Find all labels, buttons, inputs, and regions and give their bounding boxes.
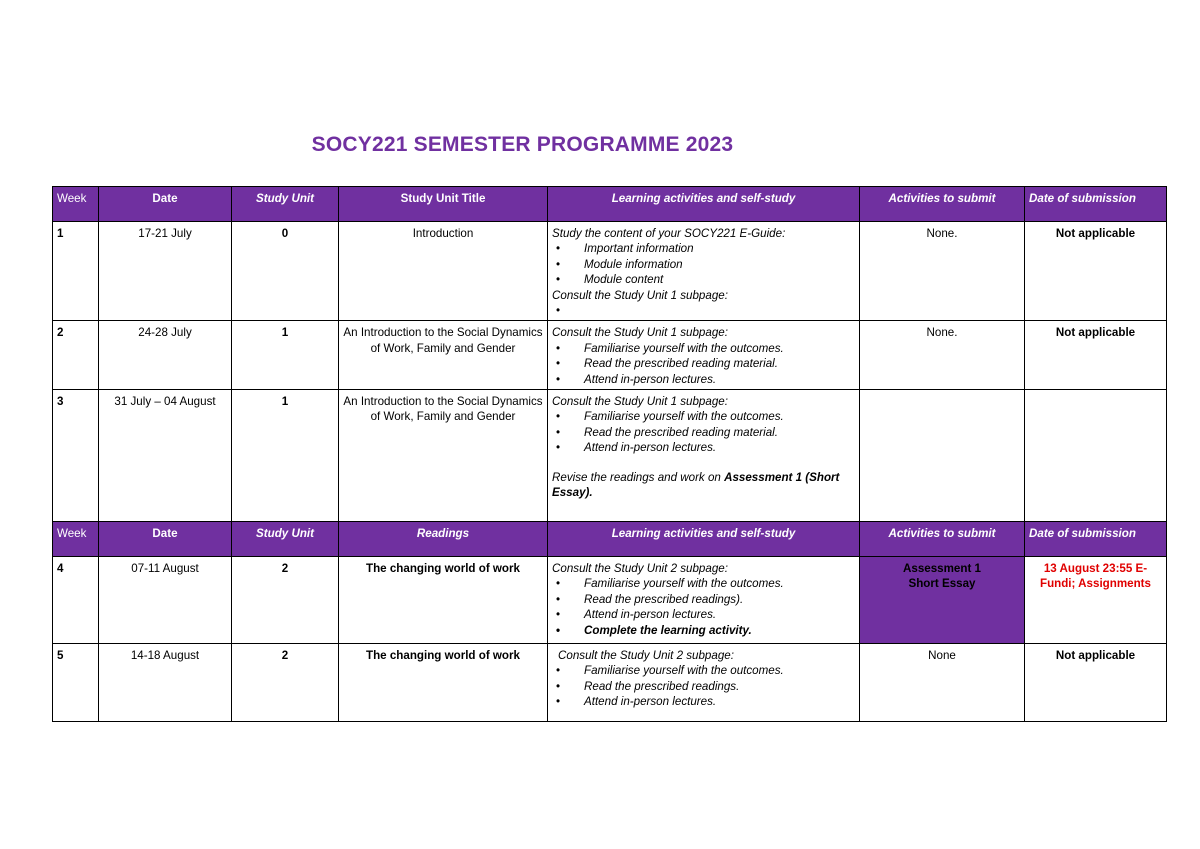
activities-to-submit-cell: None. xyxy=(860,321,1025,390)
activity-intro: Consult the Study Unit 1 subpage: xyxy=(552,288,728,302)
submission-date-cell: Not applicable xyxy=(1025,321,1167,390)
activity-intro: Study the content of your SOCY221 E-Guide: xyxy=(552,227,786,240)
study-unit-title-cell: Introduction xyxy=(339,222,548,321)
readings-cell: The changing world of work xyxy=(339,644,548,722)
submission-date-cell: Not applicable xyxy=(1025,644,1167,722)
activities-to-submit-cell: None. xyxy=(860,222,1025,321)
revise-text: Revise the readings and work on xyxy=(552,470,725,484)
table-row xyxy=(53,321,1167,390)
week-cell: 3 xyxy=(53,390,99,522)
list-item: • Read the prescribed readings). xyxy=(584,592,855,607)
list-item: • Familiarise yourself with the outcomes. xyxy=(584,409,855,424)
activity-list xyxy=(552,303,855,318)
header-study-unit-title: Study Unit Title xyxy=(339,187,548,222)
list-item: • Important information xyxy=(584,241,855,256)
week-cell: 5 xyxy=(53,644,99,722)
assessment-name: Assessment 1 xyxy=(903,562,981,576)
activities-to-submit-cell: None xyxy=(860,644,1025,722)
header-week: Week xyxy=(53,187,99,222)
activity-list xyxy=(552,241,855,287)
header-date: Date xyxy=(99,522,232,557)
header-date-of-submission: Date of submission xyxy=(1025,187,1167,222)
header-readings: Readings xyxy=(339,522,548,557)
header-study-unit: Study Unit xyxy=(232,522,339,557)
header-date: Date xyxy=(99,187,232,222)
list-item: • Familiarise yourself with the outcomes. xyxy=(584,341,855,356)
table-row xyxy=(53,222,1167,321)
header-week: Week xyxy=(53,522,99,557)
revise-suffix: . xyxy=(589,486,593,500)
header-learning-activities: Learning activities and self-study xyxy=(548,522,860,557)
activity-intro: Consult the Study Unit 1 subpage: xyxy=(552,326,728,340)
list-item: • Familiarise yourself with the outcomes. xyxy=(584,576,855,591)
list-item: • Module information xyxy=(584,257,855,272)
header-date-of-submission: Date of submission xyxy=(1025,522,1167,557)
list-item: • Read the prescribed readings. xyxy=(584,679,855,694)
study-unit-cell: 0 xyxy=(232,222,339,321)
list-item: • Attend in-person lectures. xyxy=(584,607,855,622)
submission-date-cell xyxy=(1025,390,1167,522)
date-cell: 31 July – 04 August xyxy=(99,390,232,522)
table-row xyxy=(53,557,1167,644)
date-cell: 24-28 July xyxy=(99,321,232,390)
page-title: SOCY221 SEMESTER PROGRAMME 2023 xyxy=(311,133,734,156)
date-cell: 17-21 July xyxy=(99,222,232,321)
header-study-unit: Study Unit xyxy=(232,187,339,222)
header-activities-to-submit: Activities to submit xyxy=(860,187,1025,222)
week-cell: 2 xyxy=(53,321,99,390)
assessment-reference: Assessment 1 (Short Essay) xyxy=(552,470,840,500)
study-unit-cell: 1 xyxy=(232,390,339,522)
learning-activities-cell xyxy=(548,390,860,522)
semester-programme-table xyxy=(52,186,1167,722)
table-row xyxy=(53,644,1167,722)
assessment-type: Short Essay xyxy=(908,577,976,591)
activity-list xyxy=(552,663,855,709)
header-learning-activities: Learning activities and self-study xyxy=(548,187,860,222)
submission-deadline-cell: 13 August 23:55 E-Fundi; Assignments xyxy=(1025,557,1167,644)
header-activities-to-submit: Activities to submit xyxy=(860,522,1025,557)
list-item: • Read the prescribed reading material. xyxy=(584,356,855,371)
list-item: • Complete the learning activity. xyxy=(584,623,855,638)
table-header-row xyxy=(53,187,1167,222)
week-cell: 1 xyxy=(53,222,99,321)
learning-activities-cell xyxy=(548,321,860,390)
revise-note xyxy=(552,470,855,501)
date-cell: 07-11 August xyxy=(99,557,232,644)
activity-intro: Consult the Study Unit 2 subpage: xyxy=(552,562,728,576)
study-unit-cell: 2 xyxy=(232,644,339,722)
activity-list xyxy=(552,576,855,638)
activity-list xyxy=(552,409,855,455)
table-header-row xyxy=(53,522,1167,557)
activity-list xyxy=(552,341,855,387)
assessment-submission-cell xyxy=(860,557,1025,644)
week-cell: 4 xyxy=(53,557,99,644)
list-item: • Attend in-person lectures. xyxy=(584,440,855,455)
date-cell: 14-18 August xyxy=(99,644,232,722)
list-item: • Attend in-person lectures. xyxy=(584,694,855,709)
list-item-empty xyxy=(584,303,855,318)
list-item: • Read the prescribed reading material. xyxy=(584,425,855,440)
table-row xyxy=(53,390,1167,522)
study-unit-cell: 1 xyxy=(232,321,339,390)
learning-activities-cell xyxy=(548,557,860,644)
submission-date-cell: Not applicable xyxy=(1025,222,1167,321)
list-item: • Module content xyxy=(584,272,855,287)
study-unit-title-cell: An Introduction to the Social Dynamics of Work, Family and Gender xyxy=(339,390,548,522)
activities-to-submit-cell xyxy=(860,390,1025,522)
readings-cell: The changing world of work xyxy=(339,557,548,644)
activity-intro: Consult the Study Unit 1 subpage: xyxy=(552,395,728,409)
study-unit-title-cell: An Introduction to the Social Dynamics of Work, Family and Gender xyxy=(339,321,548,390)
learning-activities-cell xyxy=(548,222,860,321)
activity-intro: Consult the Study Unit 2 subpage: xyxy=(558,649,734,663)
study-unit-cell: 2 xyxy=(232,557,339,644)
list-item: • Familiarise yourself with the outcomes. xyxy=(584,663,855,678)
list-item: • Attend in-person lectures. xyxy=(584,372,855,387)
learning-activities-cell xyxy=(548,644,860,722)
